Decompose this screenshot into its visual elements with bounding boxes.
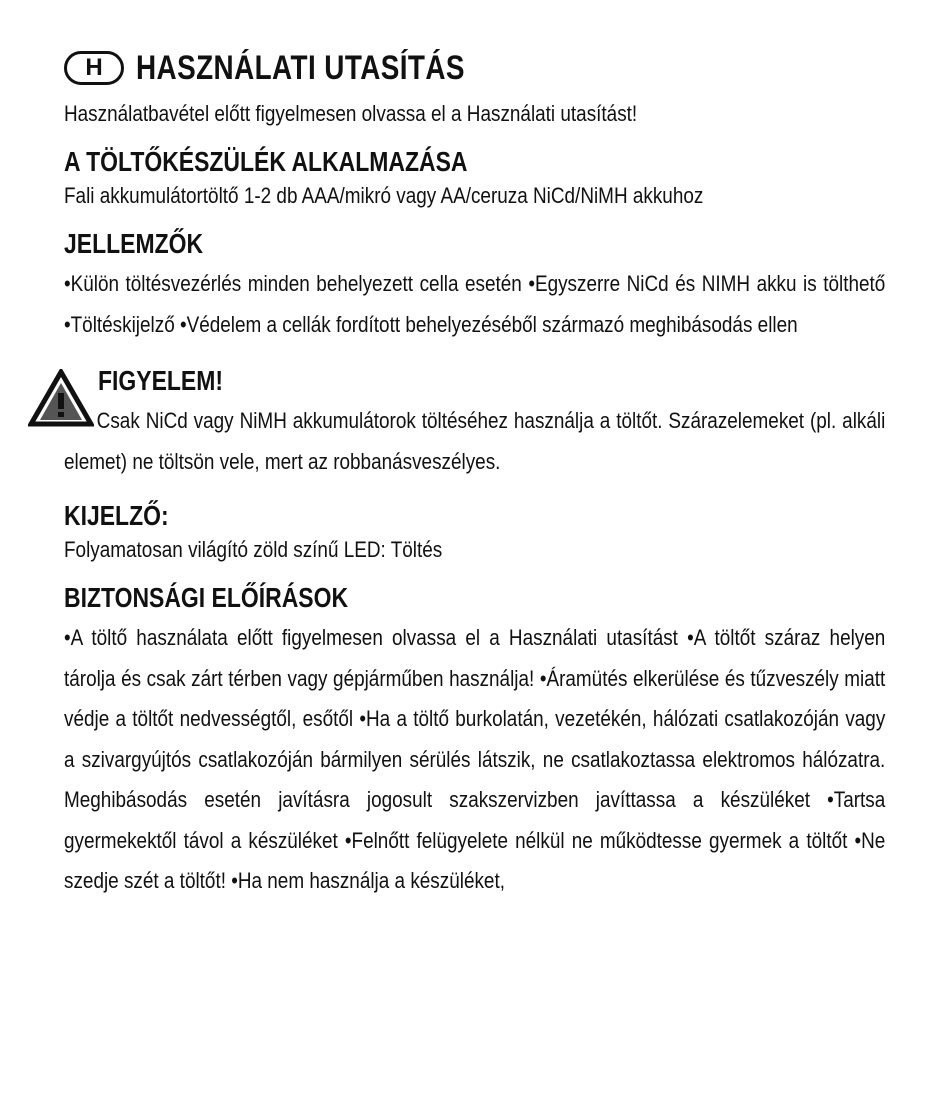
features-title: JELLEMZŐK [64,228,204,259]
display-title: KIJELZŐ: [64,500,169,531]
warning-section [64,361,886,482]
application-text: Fali akkumulátortöltő 1-2 db AAA/mikró vagy AA/ceruza NiCd/NiMH akkuhoz [64,183,704,208]
language-badge: H [64,51,124,85]
intro-text: Használatbavétel előtt figyelmesen olvassa el a Használati utasítást! [64,101,638,126]
warning-text: Csak NiCd vagy NiMH akkumulátorok töltéséhez használja a töltőt. Szárazelemeket (pl. alkáli elemet) ne töltsön vele, mert az robbanásveszélyes. [64,408,886,474]
warning-title: FIGYELEM! [98,365,224,396]
safety-title: BIZTONSÁGI ELŐÍRÁSOK [64,582,349,613]
display-section [64,496,886,564]
display-text: Folyamatosan világító zöld színű LED: Töltés [64,537,443,562]
application-section [64,142,886,210]
title-row [64,36,886,100]
safety-section [64,578,886,902]
application-title: A TÖLTŐKÉSZÜLÉK ALKALMAZÁSA [64,146,468,177]
page-title: HASZNÁLATI UTASÍTÁS [136,48,465,87]
features-section [64,224,886,345]
features-text: •Külön töltésvezérlés minden behelyezett cella esetén •Egyszerre NiCd és NIMH akku is tölthető •Töltéskijelző •Védelem a cellák fordított behelyezéséből származó meghibásodás ellen [64,271,886,337]
safety-text: •A töltő használata előtt figyelmesen olvassa el a Használati utasítást •A töltőt száraz helyen tárolja és csak zárt térben vagy gépjárműben használja! •Áramütés elkerülése és tűzveszély miatt védje a töltőt nedvességtől, esőtől •Ha a töltő burkolatán, vezetékén, hálózati csatlakozóján vagy a szivargyújtós csatlakozóján bármilyen sérülés látszik, ne csatlakoztassa elektromos hálózatra. Meghibásodás esetén javításra jogosult szakszervizben javíttassa a készüléket •Tartsa gyermekektől távol a készüléket •Felnőtt felügyelete nélkül ne működtesse gyermek a töltőt •Ne szedje szét a töltőt! •Ha nem használja a készüléket, [64,625,886,893]
manual-page [64,36,886,902]
